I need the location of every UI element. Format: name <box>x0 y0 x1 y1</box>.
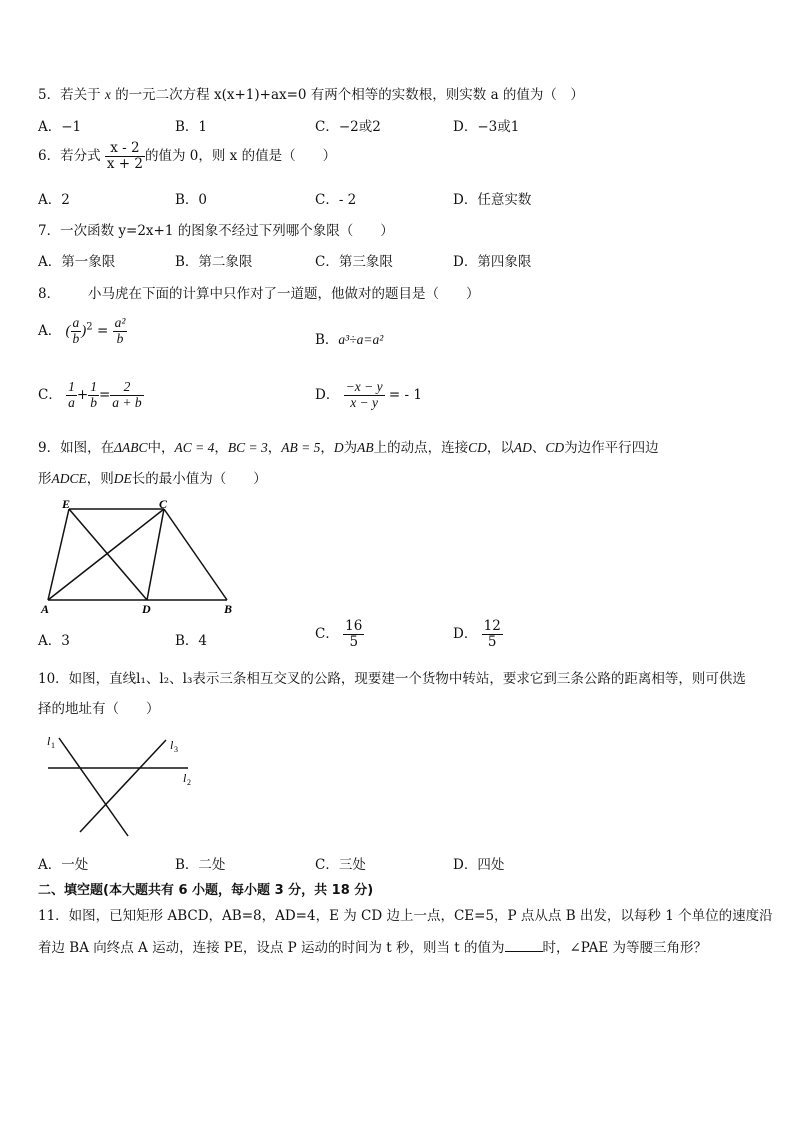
q11-line2-part1: 着边 BA 向终点 A 运动，连接 PE，设点 P 运动的时间为 t 秒，则当 t 的值为 <box>38 940 505 956</box>
q9-segment-ed <box>69 509 147 600</box>
q9-cd2: CD <box>545 440 565 455</box>
q9-option-a: A．3 <box>38 633 70 649</box>
q9-t3: ， <box>214 440 228 456</box>
q8-c-f1-num: 1 <box>68 379 75 394</box>
q7-option-d: D．第四象限 <box>453 254 532 270</box>
q9-parallelogram-figure <box>38 497 248 615</box>
q9-c-num: 16 <box>345 618 363 634</box>
q11-answer-blank[interactable] <box>505 939 543 952</box>
q8-b-expr: a³÷a=a² <box>338 332 384 347</box>
q8-number: 8． <box>38 286 61 302</box>
q9-t6: 为 <box>343 440 358 456</box>
q8-c-f1-den: a <box>68 394 75 410</box>
q8-option-d <box>315 380 422 411</box>
q5-option-a: A．−1 <box>38 119 82 135</box>
q8-a-result-num: a² <box>114 315 126 330</box>
q6-pre: 若分式 <box>60 147 101 164</box>
q9-t11: 形 <box>38 471 52 487</box>
q8-c-plus: + <box>76 386 89 403</box>
q5-option-c: C．−2或2 <box>315 119 381 135</box>
q9-t1: 9．如图，在 <box>38 440 115 456</box>
q9-ab: AB = 5 <box>281 440 321 455</box>
q7-option-c: C．第三象限 <box>315 254 393 270</box>
q8-b-label: B． <box>315 332 339 348</box>
q9-de: DE <box>113 471 132 486</box>
q9-t10: 为边作平行四边 <box>564 440 659 456</box>
q9-d-den: 5 <box>487 633 497 650</box>
q9-option-c <box>315 619 364 650</box>
q8-a-result-frac <box>113 316 128 347</box>
q5-pre: 若关于 <box>60 87 101 103</box>
q9-adce: ADCE <box>51 471 87 486</box>
q10-stem-line1: 10．如图，直线l₁、l₂、l₃表示三条相互交叉的公路，现要建一个货物中转站，要求它到三条公路的距离相等，则可供选 <box>38 671 746 687</box>
q8-a-result-den: b <box>116 330 124 346</box>
q11-line2-part2: 时，∠PAE 为等腰三角形？ <box>542 940 708 956</box>
q8-a-eq: = <box>96 322 109 339</box>
q6-fraction <box>105 141 145 172</box>
q11-stem-line1: 11．如图，已知矩形 ABCD，AB=8，AD=4，E 为 CD 边上一点，CE=5，P 点从点 B 出发，以每秒 1 个单位的速度沿 <box>38 908 773 924</box>
q8-c-frac-1 <box>66 380 77 411</box>
q6-option-d: D．任意实数 <box>453 192 532 208</box>
q9-c-frac <box>343 619 364 650</box>
q9-t4: ， <box>267 440 282 456</box>
q8-option-c <box>38 380 144 411</box>
q9-d: D <box>333 440 344 455</box>
q8-option-a: A． ( $\frac{a}{b}$ )$^2$ = $\frac{\text{a²}}{b}$ <box>38 315 126 346</box>
q6-frac-numerator: x - 2 <box>105 141 145 157</box>
q9-segment-cb <box>164 509 227 600</box>
q9-d-num: 12 <box>483 618 501 634</box>
q5-option-d: D．−3或1 <box>453 119 520 135</box>
q9-label-b: B <box>224 602 233 615</box>
q8-a-inner-den: b <box>72 330 80 346</box>
q8-d-label: D． <box>315 386 340 403</box>
q9-d-label: D． <box>453 625 478 642</box>
q8-c-f2-den: b <box>90 394 97 410</box>
q7-option-a: A．第一象限 <box>38 254 116 270</box>
q10-label-l2: l <box>183 771 187 785</box>
q8-a-exponent: 2 <box>86 321 93 333</box>
q10-label-l3-sub: 3 <box>174 745 178 754</box>
q9-t12: ，则 <box>86 471 114 487</box>
q9-t2: 中， <box>147 440 175 456</box>
q9-ac: AC = 4 <box>174 440 215 455</box>
q9-label-a: A <box>41 602 50 615</box>
q5-stem <box>38 83 584 103</box>
q5-number: 5． <box>38 87 61 103</box>
q9-ab2: AB <box>357 440 374 455</box>
q8-a-inner-num: a <box>72 315 80 330</box>
q8-c-result-frac <box>110 380 143 411</box>
q8-d-num: −x − y <box>345 379 383 394</box>
q8-c-label: C． <box>38 386 62 403</box>
q5-var: x <box>104 87 111 102</box>
q6-option-c: C．- 2 <box>315 192 357 208</box>
q6-option-a: A．2 <box>38 192 70 208</box>
q9-t5: ， <box>320 440 334 456</box>
q9-option-b: B．4 <box>175 633 208 649</box>
q10-label-l2-sub: 2 <box>187 778 191 787</box>
q9-triangle: ΔABC <box>114 440 148 455</box>
q6-number: 6． <box>38 147 61 164</box>
q10-option-c: C．三处 <box>315 857 366 873</box>
q10-line-l1 <box>59 738 128 836</box>
q9-segment-cd <box>147 509 164 600</box>
q8-d-rhs: = - 1 <box>388 386 422 403</box>
q9-t8: ，以 <box>486 440 514 456</box>
q9-label-e: E <box>62 497 71 511</box>
q9-label-c: C <box>159 497 168 511</box>
q10-stem-line2: 择的地址有（ ） <box>38 701 160 717</box>
q9-ad: AD <box>513 440 532 455</box>
q10-label-l3: l <box>170 738 174 752</box>
q9-cd: CD <box>468 440 487 455</box>
section-2-heading: 二、填空题(本大题共有 6 小题，每小题 3 分，共 18 分) <box>38 883 374 898</box>
q10-label-l1: l <box>47 734 51 748</box>
q10-option-b: B．二处 <box>175 857 226 873</box>
q10-option-a: A．一处 <box>38 857 89 873</box>
q9-t9: 、 <box>531 440 546 456</box>
q9-d-frac <box>482 619 503 650</box>
q6-frac-denominator: x + 2 <box>106 155 143 172</box>
q11-stem-line2 <box>38 936 707 956</box>
q6-option-b: B．0 <box>175 192 208 208</box>
q8-d-frac <box>344 380 385 411</box>
q10-lines-figure <box>38 730 208 842</box>
q7-option-b: B．第二象限 <box>175 254 253 270</box>
q8-c-eq: = <box>98 386 111 403</box>
q8-option-b <box>315 328 383 348</box>
q10-label-l1-sub: 1 <box>51 741 55 750</box>
q6-stem <box>38 141 336 172</box>
q8-stem: 小马虎在下面的计算中只作对了一道题，他做对的题目是（ ） <box>88 286 480 302</box>
q6-post: 的值为 0，则 x 的值是（ ） <box>145 147 337 164</box>
q9-stem-line1 <box>38 436 659 456</box>
q8-a-label: A． <box>38 322 62 339</box>
q8-a-inner-frac <box>71 316 82 347</box>
q10-option-d: D．四处 <box>453 857 505 873</box>
q5-post: 的一元二次方程 x(x+1)+ax=0 有两个相等的实数根，则实数 a 的值为（ ） <box>115 87 584 103</box>
q9-c-label: C． <box>315 625 339 642</box>
q9-option-d <box>453 619 503 650</box>
q9-t7: 上的动点，连接 <box>373 440 469 456</box>
q8-c-result-den: a + b <box>112 394 142 410</box>
q8-c-result-num: 2 <box>110 380 143 396</box>
q9-t13: 长的最小值为（ ） <box>131 471 267 487</box>
q9-bc: BC = 3 <box>227 440 268 455</box>
q5-option-b: B．1 <box>175 119 208 135</box>
q8-d-den: x − y <box>350 394 379 410</box>
q9-label-d: D <box>142 602 151 615</box>
q9-stem-line2 <box>38 467 267 487</box>
q8-c-frac-2 <box>88 380 99 411</box>
q8-c-f2-num: 1 <box>90 379 97 394</box>
q9-c-den: 5 <box>349 633 359 650</box>
q7-stem: 7．一次函数 y=2x+1 的图象不经过下列哪个象限（ ） <box>38 223 394 239</box>
